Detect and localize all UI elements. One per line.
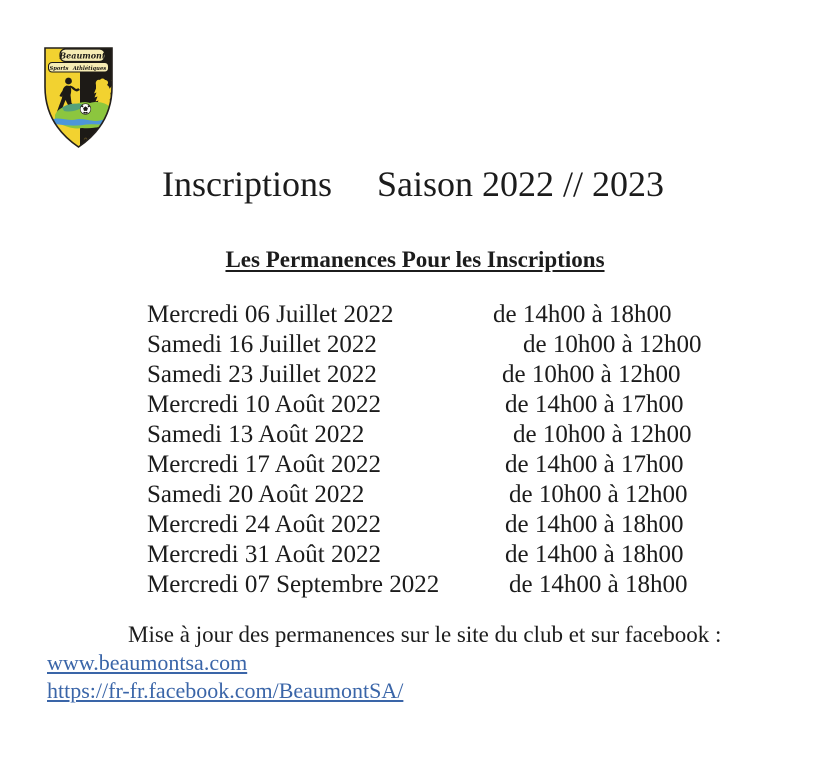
schedule-row bbox=[147, 450, 701, 480]
page-title-part1: Inscriptions bbox=[162, 164, 332, 204]
schedule-row bbox=[147, 330, 701, 360]
session-date: Mercredi 07 Septembre 2022 bbox=[147, 571, 440, 598]
session-date: Mercredi 10 Août 2022 bbox=[147, 391, 381, 418]
session-date: Samedi 16 Juillet 2022 bbox=[147, 331, 377, 358]
session-date: Mercredi 31 Août 2022 bbox=[147, 541, 381, 568]
football-icon bbox=[80, 104, 91, 115]
club-website-link[interactable]: www.beaumontsa.com bbox=[47, 650, 248, 675]
schedule-row bbox=[147, 360, 701, 390]
session-date: Mercredi 24 Août 2022 bbox=[147, 511, 381, 538]
session-time: de 10h00 à 12h00 bbox=[513, 421, 692, 448]
schedule-row bbox=[147, 540, 701, 570]
schedule-row bbox=[147, 420, 701, 450]
session-date: Mercredi 06 Juillet 2022 bbox=[147, 301, 394, 328]
page-title-part2: Saison 2022 // 2023 bbox=[376, 164, 664, 204]
session-time: de 14h00 à 17h00 bbox=[505, 451, 684, 478]
schedule-row bbox=[147, 480, 701, 510]
page-title bbox=[162, 164, 664, 204]
session-time: de 14h00 à 18h00 bbox=[493, 301, 672, 328]
session-date: Samedi 20 Août 2022 bbox=[147, 481, 365, 508]
session-date: Samedi 13 Août 2022 bbox=[147, 421, 365, 448]
schedule-row bbox=[147, 300, 701, 330]
footer-links bbox=[47, 649, 403, 705]
session-time: de 14h00 à 18h00 bbox=[505, 541, 684, 568]
permanence-schedule bbox=[147, 300, 701, 600]
schedule-row bbox=[147, 570, 701, 600]
session-time: de 10h00 à 12h00 bbox=[509, 481, 688, 508]
session-time: de 10h00 à 12h00 bbox=[523, 331, 702, 358]
session-time: de 14h00 à 18h00 bbox=[505, 511, 684, 538]
session-time: de 14h00 à 17h00 bbox=[505, 391, 684, 418]
schedule-row bbox=[147, 510, 701, 540]
session-time: de 10h00 à 12h00 bbox=[502, 361, 681, 388]
ribbon-text-right: Athlétiques bbox=[72, 65, 107, 72]
session-date: Mercredi 17 Août 2022 bbox=[147, 451, 381, 478]
update-note: Mise à jour des permanences sur le site du club et sur facebook : bbox=[128, 622, 722, 647]
ribbon-text-left: Sports bbox=[49, 65, 69, 72]
club-crest-logo bbox=[42, 45, 115, 150]
session-time: de 14h00 à 18h00 bbox=[509, 571, 688, 598]
session-date: Samedi 23 Juillet 2022 bbox=[147, 361, 377, 388]
section-heading: Les Permanences Pour les Inscriptions bbox=[225, 247, 605, 272]
banner-text: Beaumont bbox=[59, 50, 106, 61]
section-heading-wrap bbox=[0, 245, 830, 275]
schedule-row bbox=[147, 390, 701, 420]
facebook-link[interactable]: https://fr-fr.facebook.com/BeaumontSA/ bbox=[47, 678, 404, 703]
